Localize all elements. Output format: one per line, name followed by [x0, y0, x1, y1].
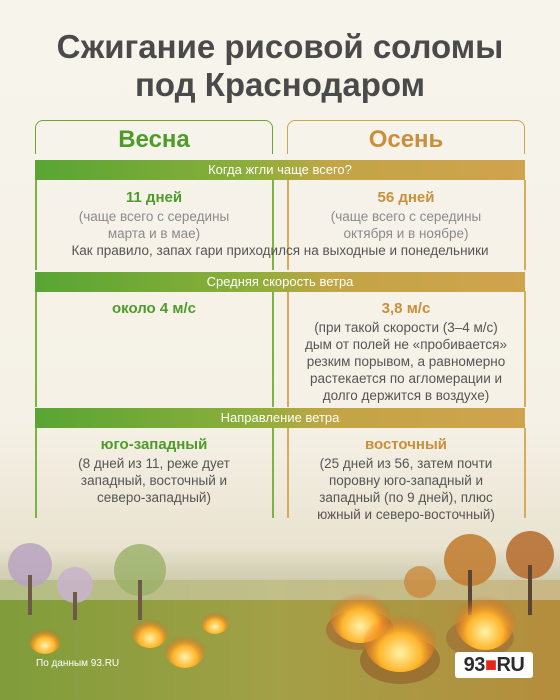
logo-number: 93	[463, 654, 485, 676]
autumn-header: Осень	[287, 120, 525, 154]
spring-frequency-value: 11 дней	[125, 189, 183, 206]
autumn-wind-speed	[287, 299, 525, 404]
autumn-wind-direction-detail: (25 дней из 56, затем почти поровну юго-западный и западный (по 9 дней), плюс южный и северо-восточный)	[317, 456, 495, 522]
title-line-2: под Краснодаром	[134, 66, 426, 103]
spring-wind-direction-detail: (8 дней из 11, реже дует западный, восточный и северо-западный)	[78, 456, 230, 505]
page-title	[0, 28, 560, 104]
autumn-wind-speed-value: 3,8 м/с	[381, 300, 431, 317]
spring-wind-direction-value: юго-западный	[100, 436, 208, 453]
logo-suffix: RU	[496, 654, 525, 676]
section-wind-direction-header: Направление ветра	[35, 408, 525, 428]
autumn-wind-direction	[287, 435, 525, 523]
autumn-wind-direction-value: восточный	[364, 436, 448, 453]
title-line-1: Сжигание рисовой соломы	[56, 28, 504, 65]
spring-wind-direction	[35, 435, 273, 506]
frequency-note: Как правило, запах гари приходился на выходные и понедельники	[71, 243, 489, 258]
autumn-frequency-value: 56 дней	[377, 189, 435, 206]
autumn-frequency-detail: (чаще всего с середины октября и в ноябре)	[330, 209, 482, 241]
section-wind-speed-header: Средняя скорость ветра	[35, 272, 525, 292]
section-frequency-header: Когда жгли чаще всего?	[35, 160, 525, 180]
brand-logo	[455, 652, 533, 678]
source-note: По данным 93.RU	[36, 658, 120, 669]
logo-dot: ■	[484, 654, 497, 676]
spring-wind-speed-value: около 4 м/с	[111, 300, 197, 317]
autumn-wind-speed-detail: (при такой скорости (3–4 м/с) дым от полей не «пробивается» резким порывом, а равномерно растекается по агломерации и долго держится в воздухе)	[305, 320, 507, 403]
spring-wind-speed	[35, 299, 273, 319]
spring-frequency	[35, 188, 273, 242]
spring-frequency-detail: (чаще всего с середины марта и в мае)	[78, 209, 230, 241]
autumn-frequency	[287, 188, 525, 242]
spring-header: Весна	[35, 120, 273, 154]
